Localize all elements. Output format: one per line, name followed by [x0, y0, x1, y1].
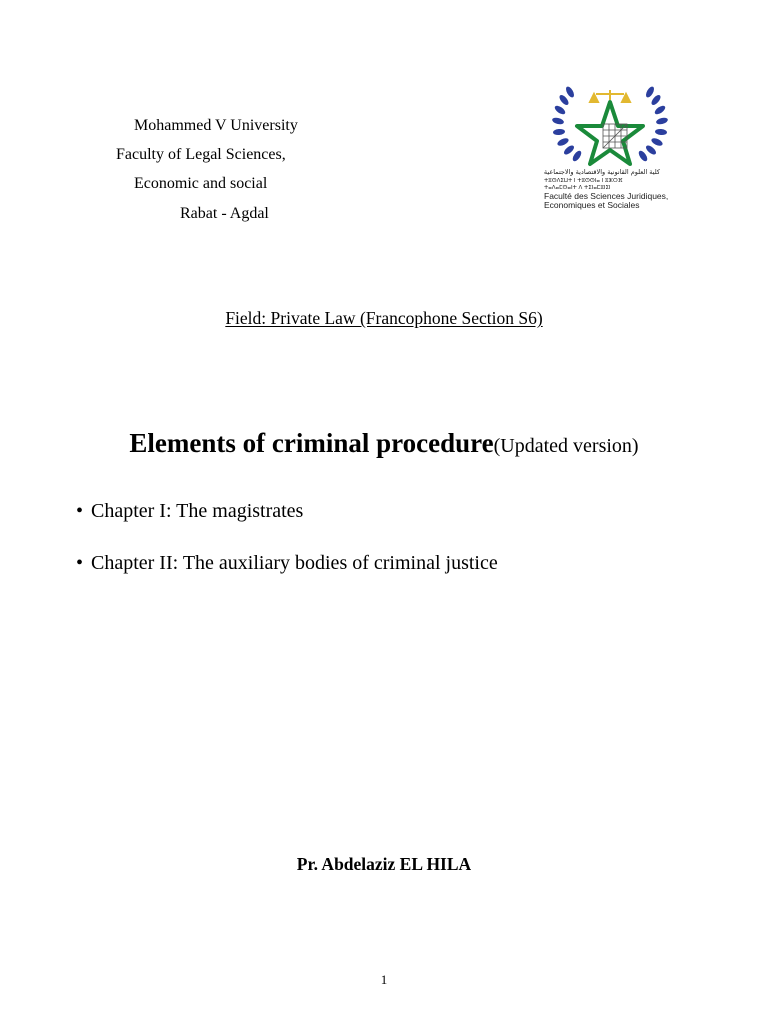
document-title [0, 425, 768, 466]
field-label: Field: Private Law (Francophone Section S6) [225, 308, 543, 328]
title-sub: (Updated version) [493, 435, 639, 457]
chapter-label: Chapter I: The magistrates [91, 500, 304, 522]
bullet-icon: • [76, 552, 84, 574]
page-number: 1 [380, 972, 388, 987]
institution-name: Mohammed V University [134, 117, 298, 134]
bullet-icon: • [76, 500, 84, 522]
logo-tifinagh-line2: ⵜⴰⴷⴰⵎⵙⴰⵏⵜ ⴷ ⵜⵉⵏⴰⵎⵓⵏⵉⵏ [544, 185, 611, 191]
chapter-label: Chapter II: The auxiliary bodies of criminal justice [91, 552, 498, 574]
institution-location: Rabat - Agdal [180, 205, 269, 222]
faculty-name: Faculty of Legal Sciences, [116, 146, 286, 163]
faculty-logo [540, 78, 680, 228]
logo-french-line2: Economiques et Sociales [544, 200, 640, 210]
chapter-item [76, 499, 303, 523]
logo-tifinagh-line1: ⵜⵓⵙⴷⵉⵡⵜ ⵏ ⵜⵓⵙⵙⵏⴰ ⵏ ⵓⵣⵔⴼ [544, 178, 623, 184]
author-name: Pr. Abdelaziz EL HILA [296, 854, 472, 874]
faculty-subtitle: Economic and social [134, 175, 268, 192]
field-of-study [0, 307, 768, 329]
logo-french-line1: Faculté des Sciences Juridiques, [544, 191, 669, 201]
star-icon [577, 102, 643, 164]
title-main: Elements of criminal procedure [129, 428, 494, 458]
logo-arabic-text: كلية العلوم القانونية والاقتصادية والاجتماعية [543, 168, 660, 176]
chapter-item [76, 551, 498, 575]
